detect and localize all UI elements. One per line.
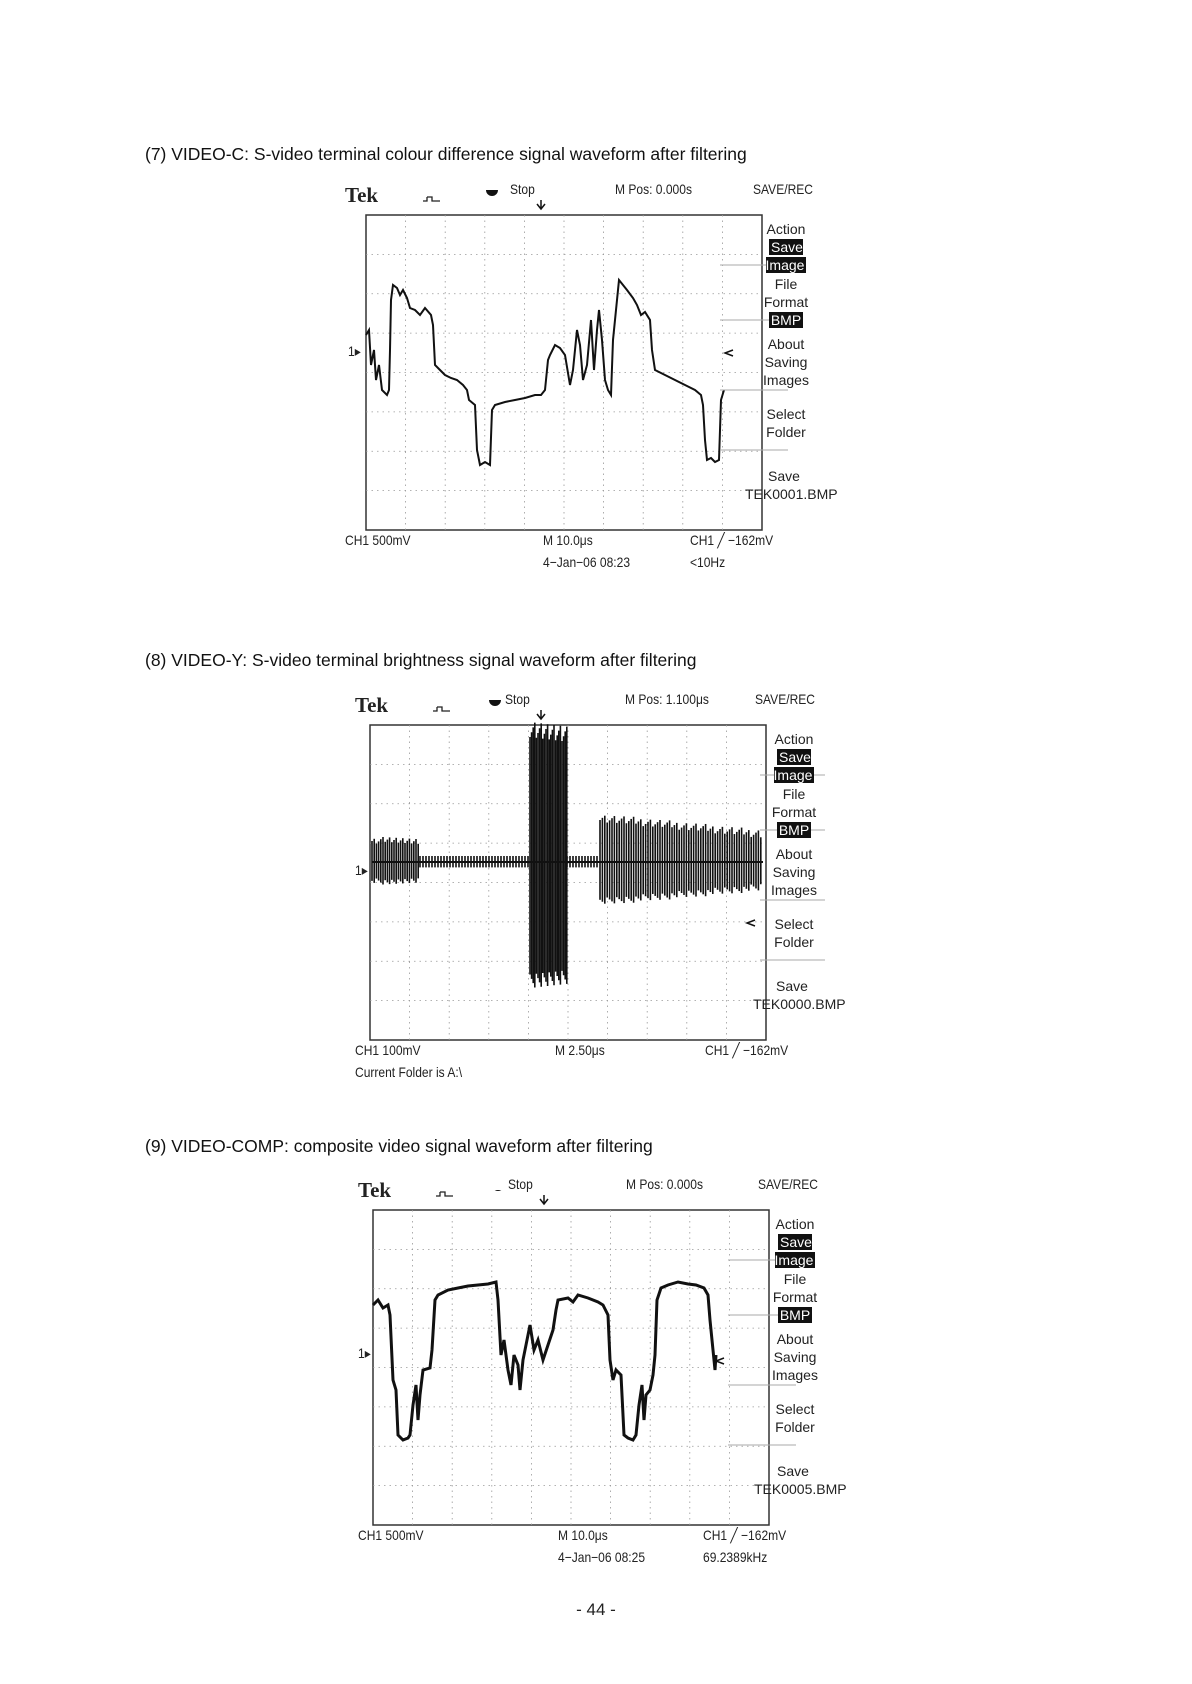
menu-save-label-2: TEK0000.BMP xyxy=(753,996,846,1012)
pulse-icon xyxy=(423,197,440,201)
menu-about-label-1: About xyxy=(776,1331,814,1347)
menu-select-label-1: Select xyxy=(775,1401,815,1417)
menu-select-folder[interactable] xyxy=(756,1400,834,1436)
menu-file-format-label-1: File xyxy=(774,276,798,292)
menu-save-label-2: TEK0001.BMP xyxy=(745,486,838,502)
menu-save-label-1: Save xyxy=(768,468,800,484)
tek-logo: Tek xyxy=(358,1178,392,1202)
trigger-setting: CH1 ╱ −162mV xyxy=(705,1042,789,1058)
scope-screenshot-video-y xyxy=(355,691,865,1095)
channel-1-marker: 1▸ xyxy=(358,1345,371,1361)
stop-dot-icon xyxy=(486,190,498,196)
timebase: M 10.0μs xyxy=(558,1527,608,1543)
menu-save-file[interactable] xyxy=(753,977,846,1013)
acquisition-state: Stop xyxy=(505,691,530,707)
timebase: M 2.50μs xyxy=(555,1042,605,1058)
horizontal-position: M Pos: 0.000s xyxy=(626,1176,703,1192)
acquisition-state: Stop xyxy=(510,181,535,197)
datetime: 4−Jan−06 08:25 xyxy=(558,1549,646,1565)
menu-select-label-2: Folder xyxy=(775,1419,815,1435)
menu-action[interactable] xyxy=(747,220,825,274)
datetime: 4−Jan−06 08:23 xyxy=(543,554,631,570)
menu-action-label: Action xyxy=(774,731,814,747)
acquisition-state: Stop xyxy=(508,1176,533,1192)
menu-file-format-label-1: File xyxy=(782,786,806,802)
menu-file-format[interactable] xyxy=(755,785,833,839)
menu-file-format-label-1: File xyxy=(783,1271,807,1287)
page-number: - 44 - xyxy=(576,1600,616,1619)
horizontal-position: M Pos: 0.000s xyxy=(615,181,692,197)
menu-action-value: Save Image xyxy=(774,1234,814,1268)
tek-logo: Tek xyxy=(345,183,379,207)
tek-logo: Tek xyxy=(355,693,389,717)
channel-scale: CH1 100mV xyxy=(355,1042,421,1058)
channel-1-marker: 1▸ xyxy=(355,862,368,878)
menu-select-label-2: Folder xyxy=(774,934,814,950)
menu-title: SAVE/REC xyxy=(758,1176,818,1192)
horizontal-position: M Pos: 1.100μs xyxy=(625,691,709,707)
menu-select-label-1: Select xyxy=(766,406,806,422)
menu-save-label-1: Save xyxy=(776,978,808,994)
menu-action-label: Action xyxy=(766,221,806,237)
menu-file-format[interactable] xyxy=(747,275,825,329)
scope-screenshot-video-comp xyxy=(358,1176,868,1585)
channel-1-marker: 1▸ xyxy=(348,343,361,359)
menu-select-label-2: Folder xyxy=(766,424,806,440)
menu-action[interactable] xyxy=(756,1215,834,1269)
menu-file-format-value: BMP xyxy=(770,312,802,328)
pulse-icon xyxy=(433,707,450,711)
stop-dot-icon xyxy=(489,700,501,706)
menu-save-label-2: TEK0005.BMP xyxy=(754,1481,847,1497)
scope-screenshot-video-c xyxy=(345,181,855,585)
stop-dot-icon xyxy=(492,1190,504,1191)
menu-save-file[interactable] xyxy=(745,467,838,503)
menu-about-label-2: Saving xyxy=(773,1349,817,1365)
menu-file-format-label-2: Format xyxy=(772,1289,818,1305)
menu-save-file[interactable] xyxy=(754,1462,847,1498)
menu-about-label-2: Saving xyxy=(772,864,816,880)
trigger-setting: CH1 ╱ −162mV xyxy=(690,532,774,548)
menu-about-label-3: Images xyxy=(763,372,809,388)
menu-select-folder[interactable] xyxy=(747,405,825,441)
menu-action[interactable] xyxy=(755,730,833,784)
menu-title: SAVE/REC xyxy=(753,181,813,197)
frequency-readout: <10Hz xyxy=(690,554,726,570)
timebase: M 10.0μs xyxy=(543,532,593,548)
menu-about-label-3: Images xyxy=(772,1367,818,1383)
menu-about-label-1: About xyxy=(767,336,805,352)
trigger-setting: CH1 ╱ −162mV xyxy=(703,1527,787,1543)
menu-action-label: Action xyxy=(775,1216,815,1232)
pulse-icon xyxy=(436,1192,453,1196)
menu-file-format-value: BMP xyxy=(779,1307,811,1323)
trigger-position-marker xyxy=(540,1195,548,1204)
caption-video-comp: (9) VIDEO-COMP: composite video signal waveform after filtering xyxy=(145,1136,653,1156)
menu-save-label-1: Save xyxy=(777,1463,809,1479)
trigger-position-marker xyxy=(537,200,545,209)
current-folder: Current Folder is A:\ xyxy=(355,1064,463,1080)
caption-video-c: (7) VIDEO-C: S-video terminal colour difference signal waveform after filtering xyxy=(145,144,747,164)
frequency-readout: 69.2389kHz xyxy=(703,1549,768,1565)
menu-select-label-1: Select xyxy=(774,916,814,932)
menu-action-value: Save Image xyxy=(773,749,813,783)
menu-about-label-1: About xyxy=(775,846,813,862)
menu-file-format-label-2: Format xyxy=(763,294,809,310)
menu-file-format-label-2: Format xyxy=(771,804,817,820)
menu-file-format-value: BMP xyxy=(778,822,810,838)
trigger-position-marker xyxy=(537,710,545,719)
channel-scale: CH1 500mV xyxy=(358,1527,424,1543)
menu-file-format[interactable] xyxy=(756,1270,834,1324)
menu-title: SAVE/REC xyxy=(755,691,815,707)
menu-about-label-3: Images xyxy=(771,882,817,898)
caption-video-y: (8) VIDEO-Y: S-video terminal brightness signal waveform after filtering xyxy=(145,650,697,670)
menu-about-saving[interactable] xyxy=(755,845,833,899)
channel-scale: CH1 500mV xyxy=(345,532,411,548)
menu-about-saving[interactable] xyxy=(747,335,825,389)
menu-about-label-2: Saving xyxy=(764,354,808,370)
menu-select-folder[interactable] xyxy=(755,915,833,951)
menu-about-saving[interactable] xyxy=(756,1330,834,1384)
menu-action-value: Save Image xyxy=(765,239,805,273)
